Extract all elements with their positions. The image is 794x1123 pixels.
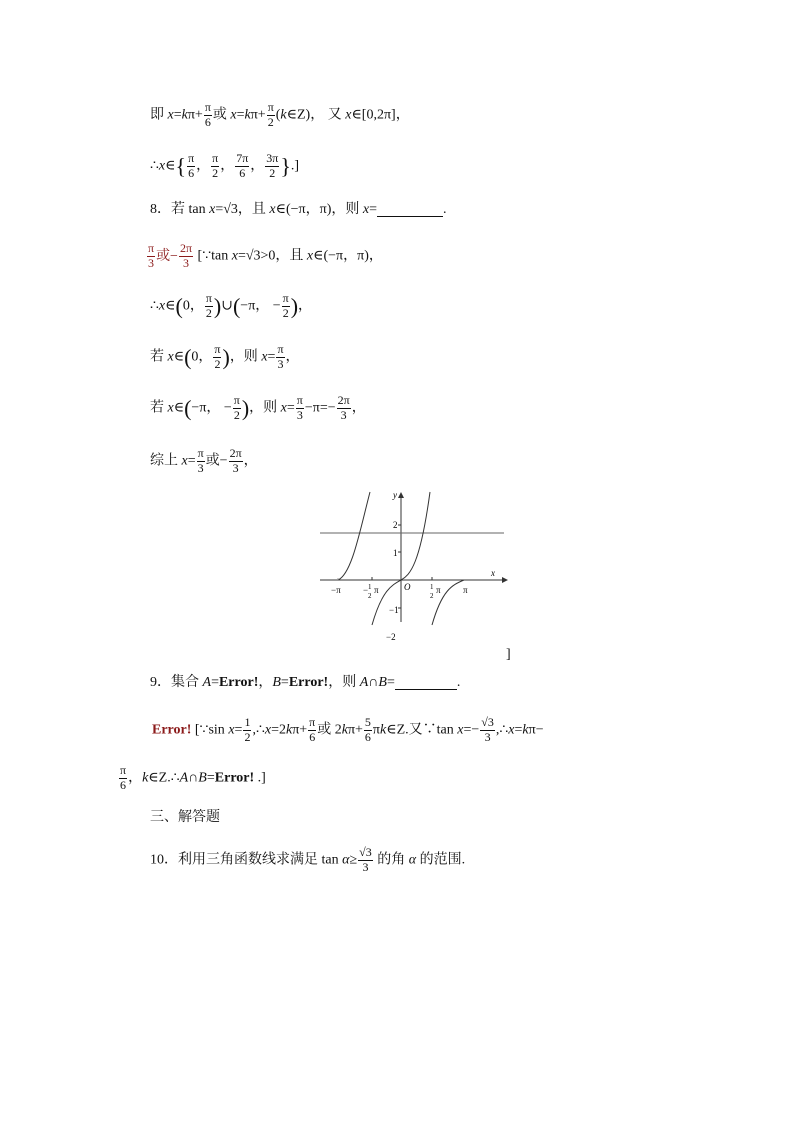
text-run: x: [264, 722, 272, 738]
line-solution-7: [150, 447, 258, 476]
text-run: 6: [239, 165, 246, 180]
text-run: k: [522, 722, 529, 738]
text-run: 3: [197, 460, 204, 475]
text-run: x: [228, 722, 235, 738]
text-run: 6: [188, 165, 195, 180]
text-run: (: [184, 344, 192, 370]
fraction: [358, 846, 373, 875]
text-run: =: [234, 722, 243, 738]
text-run: k: [181, 107, 188, 123]
text-run: .: [456, 675, 461, 690]
fraction: [204, 101, 212, 130]
text-run: =: [267, 349, 276, 365]
text-run: =√3，且: [215, 202, 270, 217]
text-run: 2: [214, 356, 221, 371]
text-run: =−: [463, 722, 480, 738]
fraction: [119, 764, 127, 793]
text-run: π: [277, 342, 284, 356]
text-run: =: [369, 202, 377, 217]
question-10: [150, 846, 465, 875]
text-run: ，: [196, 158, 211, 174]
line-solution-6: [150, 394, 366, 423]
text-run: x: [362, 202, 370, 217]
text-run: ≥: [349, 852, 358, 868]
text-run: =: [286, 400, 295, 416]
text-run: =: [173, 107, 182, 123]
text-run: 6: [120, 777, 127, 792]
text-run: ∈Z.∴: [148, 770, 180, 786]
line-solution-5: [150, 343, 300, 372]
text-run: B: [272, 675, 281, 690]
text-run: π: [120, 763, 127, 777]
text-run: π: [205, 291, 212, 305]
tick-2: 2: [393, 520, 398, 530]
text-run: .]: [254, 770, 266, 786]
text-run: x: [209, 202, 216, 217]
text-run: 2: [269, 165, 276, 180]
text-run: 的范围.: [416, 852, 466, 868]
text-run: 若: [150, 349, 168, 365]
tick-neg-pi: −π: [331, 585, 341, 595]
text-run: ，: [351, 400, 366, 416]
text-run: 2π: [337, 393, 350, 407]
text-run: A: [359, 675, 369, 690]
text-run: (: [184, 395, 192, 421]
text-run: ∈(−π，π)，则: [275, 202, 363, 217]
closing-bracket: ]: [506, 647, 511, 662]
text-run: .: [443, 202, 447, 217]
text-run: 2: [244, 729, 251, 744]
text-run: ∈: [165, 298, 176, 314]
text-run: 1: [244, 715, 251, 729]
tick-1: 1: [393, 548, 398, 558]
text-run: 3: [362, 859, 369, 874]
text-run: π: [212, 151, 219, 165]
text-run: α: [342, 852, 350, 868]
text-run: ∈: [165, 158, 176, 174]
text-run: ): [290, 293, 299, 319]
text-run: (: [232, 293, 241, 319]
fraction: [229, 447, 243, 476]
text-run: 或−: [205, 453, 228, 469]
text-run: ∈(−π，π)，: [313, 248, 383, 264]
fraction: [480, 716, 495, 745]
text-run: A: [179, 770, 189, 786]
text-run: 2: [212, 165, 219, 180]
text-run: {: [175, 153, 187, 179]
text-run: ∩: [368, 675, 379, 690]
line-solution-2: [150, 152, 299, 181]
text-run: Error!: [218, 675, 259, 690]
text-run: x: [167, 349, 174, 365]
fraction: [337, 394, 351, 423]
text-run: 2π: [229, 446, 242, 460]
text-run: 2: [267, 114, 274, 129]
text-run: 或−: [156, 248, 178, 264]
text-run: ，则: [328, 675, 360, 690]
question-9: [150, 676, 460, 690]
text-run: x: [261, 349, 268, 365]
fraction: [276, 343, 284, 372]
text-run: π: [188, 151, 195, 165]
text-run: x: [167, 400, 174, 416]
text-run: 2: [233, 407, 240, 422]
text-run: 3: [277, 356, 284, 371]
text-run: 即: [150, 107, 168, 123]
fraction: [205, 292, 213, 321]
x-arrow-icon: [502, 577, 508, 583]
text-run: 3: [484, 729, 491, 744]
text-run: 2: [205, 305, 212, 320]
text-run: B: [378, 675, 387, 690]
text-run: π: [267, 100, 274, 114]
tick-neg2: −2: [386, 632, 396, 642]
text-run: ，: [128, 770, 143, 786]
text-run: ，: [298, 298, 313, 314]
section-heading: 三、解答题: [150, 809, 220, 825]
text-run: k: [380, 722, 387, 738]
text-run: x: [181, 453, 188, 469]
text-run: ，: [250, 158, 265, 174]
fraction: [213, 343, 221, 372]
answer-8: [146, 242, 383, 271]
text-run: −π， −: [240, 298, 281, 314]
text-run: =: [211, 675, 219, 690]
text-run: =: [206, 770, 215, 786]
tick-half-den: 2: [430, 592, 434, 600]
text-run: π+: [347, 722, 363, 738]
text-run: 3: [183, 255, 189, 270]
text-run: x: [306, 248, 314, 264]
text-run: 或: [212, 107, 231, 123]
text-run: 综上: [150, 453, 182, 469]
text-run: 或 2: [317, 722, 342, 738]
text-run: k: [142, 770, 149, 786]
text-run: π: [204, 100, 211, 114]
text-run: 6: [204, 114, 211, 129]
text-run: }: [280, 153, 291, 179]
fraction: [147, 242, 155, 271]
tick-neg-half-den: 2: [368, 592, 372, 600]
text-run: π: [309, 715, 316, 729]
answer-9: [152, 716, 544, 745]
text-run: [∵sin: [191, 722, 229, 738]
answer-9-cont: [118, 764, 266, 793]
text-run: π+: [187, 107, 203, 123]
fraction: [296, 394, 304, 423]
text-run: ,∴: [252, 722, 265, 738]
text-run: ): [213, 293, 222, 319]
tan-branch-left: [338, 492, 370, 580]
text-run: x: [269, 202, 276, 217]
text-run: (: [275, 107, 281, 123]
fraction: [265, 152, 279, 181]
line-solution-1: [150, 101, 410, 130]
text-run: α: [408, 852, 417, 868]
fraction: [282, 292, 290, 321]
text-run: ，: [258, 675, 273, 690]
text-run: ，则: [229, 349, 262, 365]
text-run: =: [386, 675, 395, 690]
text-run: 0，: [191, 349, 213, 365]
text-run: x: [508, 722, 515, 738]
text-run: 3: [148, 255, 155, 270]
fraction: [364, 716, 372, 745]
text-run: x: [167, 107, 174, 123]
text-run: 3: [340, 407, 347, 422]
text-run: A: [202, 675, 212, 690]
fraction: [267, 101, 275, 130]
tangent-graph: [314, 490, 514, 642]
text-run: =: [187, 453, 196, 469]
text-run: √3: [481, 715, 494, 729]
text-run: 0，: [182, 298, 204, 314]
tick-neg1: −1: [389, 605, 399, 615]
text-run: ∴: [150, 158, 159, 174]
fraction: [197, 447, 205, 476]
text-run: x: [230, 107, 237, 123]
text-run: π: [197, 446, 204, 460]
text-run: 若: [150, 400, 168, 416]
text-run: 7π: [236, 151, 249, 165]
text-run: x: [457, 722, 464, 738]
text-run: ，: [243, 453, 258, 469]
origin-label: O: [404, 582, 411, 592]
text-run: =: [514, 722, 523, 738]
text-run: 9．集合: [150, 675, 203, 690]
text-run: ): [241, 395, 250, 421]
text-run: =2: [271, 722, 286, 738]
text-run: −π， −: [191, 400, 232, 416]
text-run: B: [198, 770, 207, 786]
text-run: .]: [290, 158, 300, 174]
text-run: π−: [528, 722, 544, 738]
fraction: [235, 152, 249, 181]
text-run: ∈: [173, 349, 185, 365]
text-run: =√3>0，且: [237, 248, 307, 264]
answer-blank: [377, 204, 443, 217]
answer-blank: [395, 677, 457, 690]
text-run: π+: [250, 107, 266, 123]
question-8: [150, 203, 447, 217]
text-run: x: [158, 298, 166, 314]
text-run: 2π: [179, 241, 193, 255]
text-run: π: [214, 342, 221, 356]
text-run: k: [285, 722, 293, 738]
fraction: [179, 242, 193, 271]
text-run: k: [280, 107, 287, 123]
text-run: ∈Z.又∵tan: [386, 722, 458, 738]
text-run: Error!: [152, 722, 192, 738]
x-label: x: [491, 568, 495, 578]
text-run: ∪: [221, 298, 233, 314]
fraction: [211, 152, 219, 181]
text-run: x: [345, 107, 352, 123]
text-run: 3: [232, 460, 239, 475]
text-run: √3: [359, 845, 372, 859]
fraction: [187, 152, 195, 181]
text-run: ∈[0,2π]，: [351, 107, 410, 123]
text-run: k: [341, 722, 348, 738]
text-run: Error!: [288, 675, 329, 690]
text-run: π+: [292, 722, 308, 738]
text-run: Error!: [214, 770, 255, 786]
text-run: ,∴: [495, 722, 509, 738]
line-solution-4: [150, 292, 312, 321]
fraction: [308, 716, 316, 745]
fraction: [233, 394, 241, 423]
text-run: 的角: [373, 852, 409, 868]
text-run: =: [280, 675, 289, 690]
text-run: ∩: [188, 770, 199, 786]
text-run: ，: [285, 349, 300, 365]
text-run: 10．利用三角函数线求满足 tan: [150, 852, 343, 868]
text-run: ∈: [173, 400, 185, 416]
text-run: k: [244, 107, 251, 123]
text-run: 3: [296, 407, 303, 422]
tick-half-pi: π: [436, 585, 441, 595]
text-run: −π=−: [304, 400, 336, 416]
text-run: ，: [220, 158, 235, 174]
tick-neg-half-pi: π: [374, 585, 379, 595]
text-run: π: [372, 722, 380, 738]
text-run: x: [231, 248, 238, 264]
text-run: π: [296, 393, 303, 407]
text-run: 5: [364, 715, 371, 729]
tick-pi: π: [463, 585, 468, 595]
text-run: x: [280, 400, 287, 416]
text-run: [∵tan: [197, 248, 232, 264]
text-run: ，则: [249, 400, 281, 416]
text-run: 2: [282, 305, 289, 320]
text-run: 3π: [266, 151, 279, 165]
y-arrow-icon: [398, 492, 404, 498]
text-run: 6: [364, 729, 371, 744]
text-run: 8．若 tan: [150, 202, 210, 217]
text-run: =: [236, 107, 245, 123]
text-run: 6: [309, 729, 316, 744]
text-run: ∈Z)， 又: [286, 107, 346, 123]
fraction: [243, 716, 251, 745]
text-run: ∴: [150, 298, 159, 314]
text-run: (: [175, 293, 183, 319]
text-run: π: [282, 291, 289, 305]
text-run: π: [148, 241, 155, 255]
text-run: ): [222, 344, 230, 370]
text-run: x: [158, 158, 166, 174]
tick-neg-half-pi-sign: −: [363, 585, 369, 595]
text-run: π: [233, 393, 240, 407]
y-label: y: [393, 490, 397, 500]
tick-neg-half-num: 1: [368, 583, 372, 591]
tick-half-num: 1: [430, 583, 434, 591]
